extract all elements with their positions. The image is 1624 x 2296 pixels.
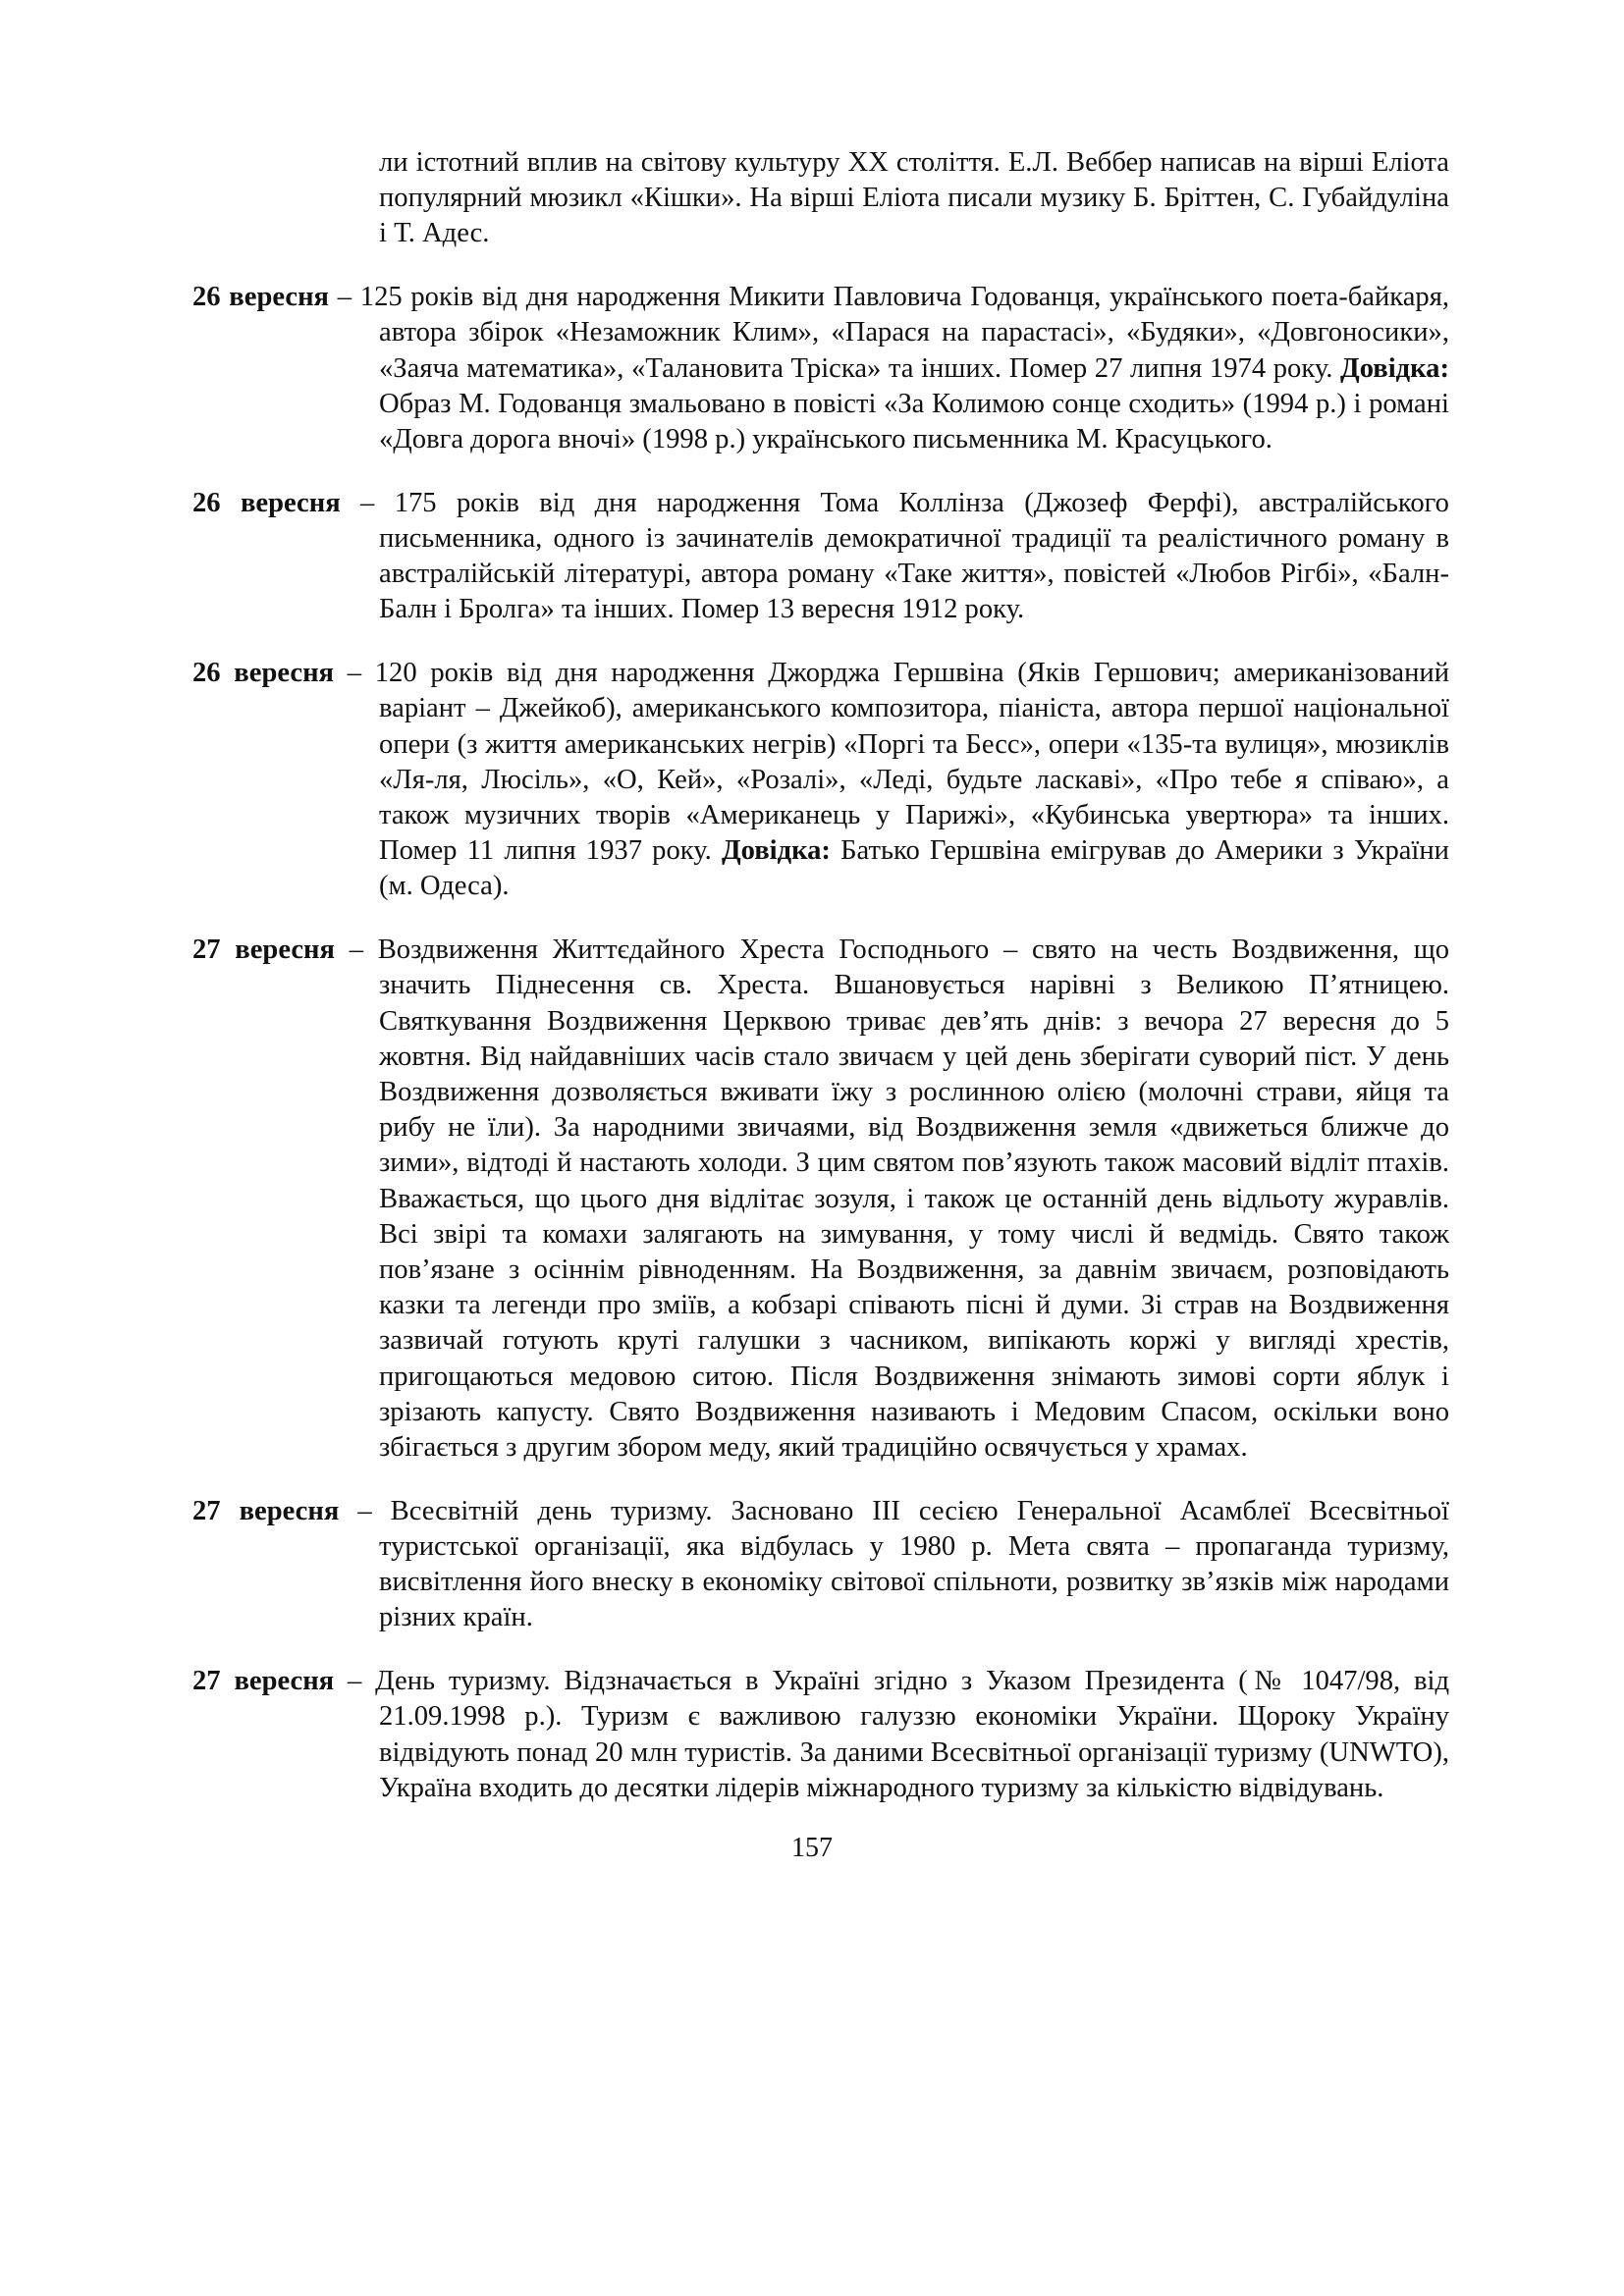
entry-date: 27 вересня: [192, 1666, 335, 1697]
note-text: Образ М. Годованця змальовано в повісті «За Колимою сонце сходить» (1994 р.) і романі «Довга дорога вночі» (1998 р.) українського письменника М. Красуцького.: [379, 388, 1449, 455]
entry-date: 26 вересня: [192, 487, 341, 518]
entry-text: 125 років від дня народження Микити Павловича Годованця, українського поета-байкаря, автора збірок «Незаможник Клим», «Парася на парастасі», «Будяки», «Довгоносики», «Заяча математика», «Талановита Тріска» та інших. Помер 27 липня 1974 року.: [359, 282, 1450, 384]
entry-date: 26 вересня: [192, 282, 330, 313]
entry-date: 27 вересня: [192, 1495, 340, 1526]
note-label: Довідка:: [1340, 352, 1449, 384]
entry-text: День туризму. Відзначається в Україні згідно з Указом Президента (№ 1047/98, від 21.09.1998 р.). Туризм є важливою галуззю економіки України. Щороку Україну відвідують понад 20 млн туристів. За даними Всесвітньої організації туризму (UNWTO), Україна входить до десятки лідерів міжнародного туризму за кількістю відвідувань.: [375, 1666, 1449, 1803]
calendar-entry: 26 вересня – 120 років від дня народження Джорджа Гершвіна (Яків Гершович; американізований варіант – Джейкоб), американського композитора, піаніста, автора першої національної опери (з життя американських негрів) «Поргі та Бесс», опери «135-та вулиця», мюзиклів «Ля-ля, Люсіль», «О, Кей», «Розалі», «Леді, будьте ласкаві», «Про тебе я співаю», а також музичних творів «Американець у Парижі», «Кубинська увертюра» та інших. Помер 11 липня 1937 року. Довідка: Батько Гершвіна емігрував до Америки з України (м. Одеса).: [192, 658, 1449, 902]
calendar-entry: 27 вересня – Воздвиження Життєдайного Хреста Господнього – свято на честь Воздвиження, що значить Піднесення св. Хреста. Вшановується нарівні з Великою П’ятницею. Святкування Воздвиження Церквою триває дев’ять днів: з вечора 27 вересня до 5 жовтня. Від найдавніших часів стало звичаєм у цей день зберігати суворий піст. У день Воздвиження дозволяється вживати їжу з рослинною олією (молочні страви, яйця та рибу не їли). За народними звичаями, від Воздвиження земля «движеться ближче до зими», відтоді й настають холоди. З цим святом пов’язують також масовий відліт птахів. Вважається, що цього дня відлітає зозуля, і також це останній день відльоту журавлів. Всі звірі та комахи залягають на зимування, у тому числі й ведмідь. Свято також пов’язане з осіннім рівноденням. На Воздвиження, за давнім звичаєм, розповідають казки та легенди про зміїв, а кобзарі співають пісні й думи. Зі страв на Воздвиження зазвичай готують круті галушки з часником, випікають коржі у вигляді хрестів, пригощаються медовою ситою. Після Воздвиження знімають зимові сорти яблук і зрізають капусту. Свято Воздвиження називають і Медовим Спасом, оскільки воно збігається з другим збором меду, який традиційно освячується у храмах.: [192, 934, 1450, 1464]
calendar-entry: 27 вересня – День туризму. Відзначається в Україні згідно з Указом Президента (№ 1047/98, від 21.09.1998 р.). Туризм є важливою галуззю економіки України. Щороку Україну відвідують понад 20 млн туристів. За даними Всесвітньої організації туризму (UNWTO), Україна входить до десятки лідерів міжнародного туризму за кількістю відвідувань.: [192, 1666, 1449, 1803]
calendar-entry: 27 вересня – Всесвітній день туризму. Засновано III сесією Генеральної Асамблеї Всесвітньої туристської організації, яка відбулась у 1980 р. Мета свята – пропаганда туризму, висвітлення його внеску в економіку світової спільноти, розвитку зв’язків між народами різних країн.: [192, 1495, 1449, 1633]
entry-text: 120 років від дня народження Джорджа Гершвіна (Яків Гершович; американізований варіант – Джейкоб), американського композитора, піаніста, автора першої національної опери (з життя американських негрів) «Поргі та Бесс», опери «135-та вулиця», мюзиклів «Ля-ля, Люсіль», «О, Кей», «Розалі», «Леді, будьте ласкаві», «Про тебе я співаю», а також музичних творів «Американець у Парижі», «Кубинська увертюра» та інших. Помер 11 липня 1937 року.: [374, 658, 1449, 867]
entry-text: Всесвітній день туризму. Засновано III сесією Генеральної Асамблеї Всесвітньої туристської організації, яка відбулась у 1980 р. Мета свята – пропаганда туризму, висвітлення його внеску в економіку світової спільноти, розвитку зв’язків між народами різних країн.: [379, 1495, 1449, 1633]
calendar-entry: 26 вересня – 175 років від дня народження Тома Коллінза (Джозеф Ферфі), австралійського письменника, одного із зачинателів демократичної традиції та реалістичного роману в австралійській літературі, автора роману «Таке життя», повістей «Любов Рігбі», «Балн-Балн і Бролга» та інших. Помер 13 вересня 1912 року.: [192, 487, 1449, 625]
note-text: Батько Гершвіна емігрував до Америки з України (м. Одеса).: [379, 835, 1449, 902]
continuation-paragraph: ли істотний вплив на світову культуру XX століття. Е.Л. Веббер написав на вірші Еліота популярний мюзикл «Кішки». На вірші Еліота писали музику Б. Бріттен, С. Губайдуліна і Т. Адес.: [379, 147, 1449, 249]
calendar-entry: 26 вересня – 125 років від дня народження Микити Павловича Годованця, українського поета-байкаря, автора збірок «Незаможник Клим», «Парася на парастасі», «Будяки», «Довгоносики», «Заяча математика», «Талановита Тріска» та інших. Помер 27 липня 1974 року. Довідка: Образ М. Годованця змальовано в повісті «За Колимою сонце сходить» (1994 р.) і романі «Довга дорога вночі» (1998 р.) українського письменника М. Красуцького.: [192, 282, 1450, 455]
entry-date: 26 вересня: [192, 658, 335, 689]
page-number: 157: [791, 1833, 833, 1863]
entry-text: 175 років від дня народження Тома Коллінза (Джозеф Ферфі), австралійського письменника, одного із зачинателів демократичної традиції та реалістичного роману в австралійській літературі, автора роману «Таке життя», повістей «Любов Рігбі», «Балн-Балн і Бролга» та інших. Помер 13 вересня 1912 року.: [379, 487, 1449, 625]
page-body: [192, 145, 1449, 1821]
entry-text: Воздвиження Життєдайного Хреста Господнього – свято на честь Воздвиження, що значить Піднесення св. Хреста. Вшановується нарівні з Великою П’ятницею. Святкування Воздвиження Церквою триває дев’ять днів: з вечора 27 вересня до 5 жовтня. Від найдавніших часів стало звичаєм у цей день зберігати суворий піст. У день Воздвиження дозволяється вживати їжу з рослинною олією (молочні страви, яйця та рибу не їли). За народними звичаями, від Воздвиження земля «движеться ближче до зими», відтоді й настають холоди. З цим святом пов’язують також масовий відліт птахів. Вважається, що цього дня відлітає зозуля, і також це останній день відльоту журавлів. Всі звірі та комахи залягають на зимування, у тому числі й ведмідь. Свято також пов’язане з осіннім рівноденням. На Воздвиження, за давнім звичаєм, розповідають казки та легенди про зміїв, а кобзарі співають пісні й думи. Зі страв на Воздвиження зазвичай готують круті галушки з часником, випікають коржі у вигляді хрестів, пригощаються медовою ситою. Після Воздвиження знімають зимові сорти яблук і зрізають капусту. Свято Воздвиження називають і Медовим Спасом, оскільки воно збігається з другим збором меду, який традиційно освячується у храмах.: [377, 934, 1450, 1464]
note-label: Довідка:: [721, 835, 831, 867]
entry-date: 27 вересня: [192, 934, 336, 966]
